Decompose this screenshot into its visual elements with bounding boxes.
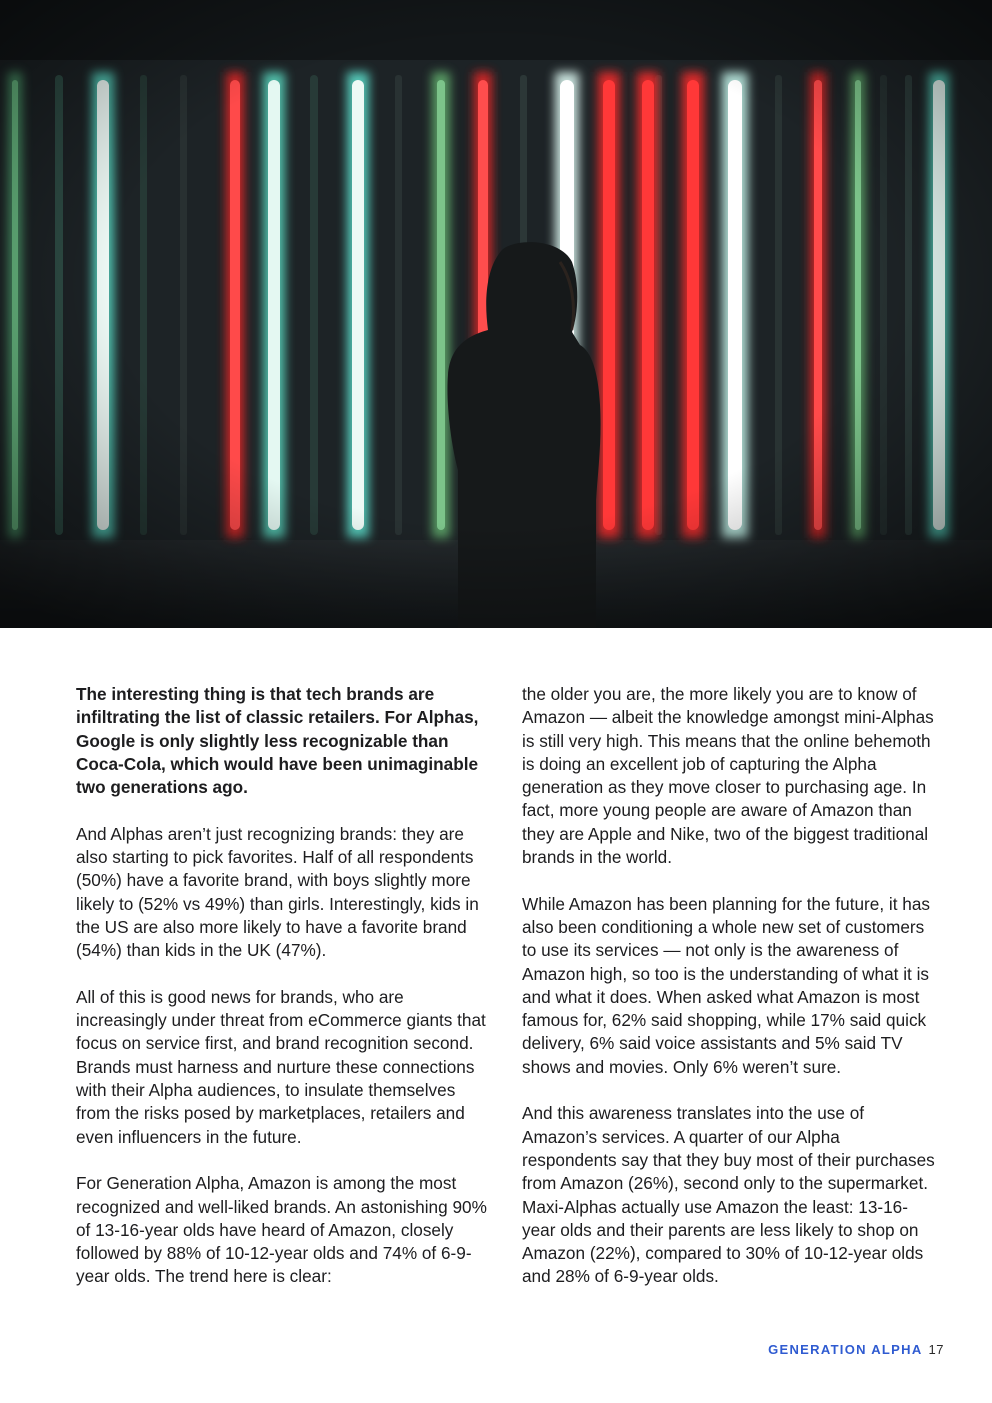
page-number: 17 [928, 1342, 944, 1357]
left-column [76, 683, 492, 1312]
right-column [522, 683, 938, 1312]
paragraph-good-news: All of this is good news for brands, who are increasingly under threat from eCommerce giants that focus on service first, and brand recognition second. Brands must harness and nurture these connections with their Alpha audiences, to insulate themselves from the risks posed by marketplaces, retailers and even influencers in the future. [76, 986, 486, 1147]
hero-photo [0, 0, 992, 628]
paragraph-amazon-recognition: For Generation Alpha, Amazon is among the most recognized and well-liked brands. An astonishing 90% of 13-16-year olds have heard of Amazon, closely followed by 88% of 10-12-year olds and 74% of 6-9-year olds. The trend here is clear: [76, 1173, 487, 1287]
paragraph-amazon-usage: And this awareness translates into the use of Amazon’s services. A quarter of our Alpha respondents say that they buy most of their purchases from Amazon (26%), second only to the supermarket. Maxi-Alphas actually use Amazon the least: 13-16-year olds and their parents are less likely to shop on Amazon (22%), compared to 30% of 10-12-year olds and 28% of 6-9-year olds. [522, 1103, 935, 1287]
paragraph-trend: the older you are, the more likely you are to know of Amazon — albeit the knowledge amongst mini-Alphas is still very high. This means that the online behemoth is doing an excellent job of capturing the Alpha generation as they move closer to purchasing age. In fact, more young people are aware of Amazon than they are Apple and Nike, two of the biggest traditional brands in the world. [522, 684, 934, 868]
paragraph-amazon-conditioning: While Amazon has been planning for the future, it has also been conditioning a whole new set of customers to use its services — not only is the awareness of Amazon high, so too is the understanding of what it is and what it does. When asked what Amazon is most famous for, 62% said shopping, while 17% said quick delivery, 6% said voice assistants and 5% said TV shows and movies. Only 6% weren’t sure. [522, 893, 930, 1077]
page-footer [768, 1341, 944, 1359]
paragraph-favorite-brands: And Alphas aren’t just recognizing brands: they are also starting to pick favorites. Half of all respondents (50%) have a favorite brand, with boys slightly more likely to (52% vs 49%) than girls. Interestingly, kids in the US are also more likely to have a favorite brand (54%) than kids in the UK (47%). [76, 823, 479, 961]
section-title: GENERATION ALPHA [768, 1342, 923, 1357]
lead-paragraph: The interesting thing is that tech brands are infiltrating the list of classic retailers. For Alphas, Google is only slightly less recognizable than Coca-Cola, which would have been unimaginable two generations ago. [76, 684, 479, 798]
photo-icon [0, 0, 992, 628]
